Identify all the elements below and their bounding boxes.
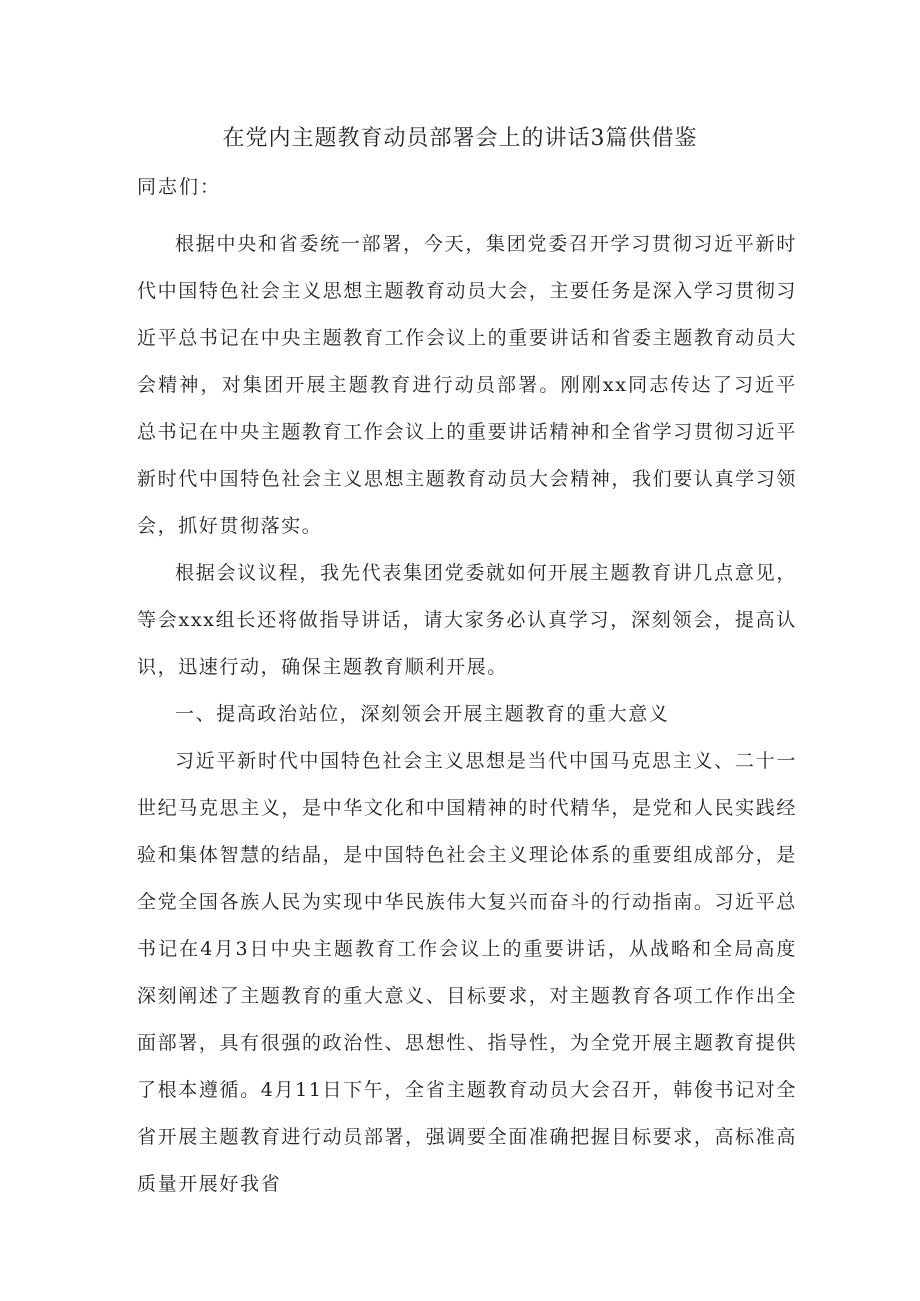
paragraph: 习近平新时代中国特色社会主义思想是当代中国马克思主义、二十一世纪马克思主义，是中华文化和中国精神的时代精华，是党和人民实践经验和集体智慧的结晶，是中国特色社会主义理论体系的重要组成部分，是全党全国各族人民为实现中华民族伟大复兴而奋斗的行动指南。习近平总书记在4月3日中央主题教育工作会议上的重要讲话，从战略和全局高度深刻阐述了主题教育的重大意义、目标要求，对主题教育各项工作作出全面部署，具有很强的政治性、思想性、指导性，为全党开展主题教育提供了根本遵循。4月11日下午，全省主题教育动员大会召开，韩俊书记对全省开展主题教育进行动员部署，强调要全面准确把握目标要求，高标准高质量开展好我省 (137, 750, 797, 1195)
paragraph: 根据会议议程，我先代表集团党委就如何开展主题教育讲几点意见，等会xxx组长还将做指导讲话，请大家务必认真学习，深刻领会，提高认识，迅速行动，确保主题教育顺利开展。 (137, 562, 797, 678)
document-title: 在党内主题教育动员部署会上的讲话3篇供借鉴 (222, 126, 698, 151)
salutation: 同志们： (137, 176, 222, 198)
document-body (137, 221, 797, 1208)
paragraph: 根据中央和省委统一部署，今天，集团党委召开学习贯彻习近平新时代中国特色社会主义思想主题教育动员大会，主要任务是深入学习贯彻习近平总书记在中央主题教育工作会议上的重要讲话和省委主题教育动员大会精神，对集团开展主题教育进行动员部署。刚刚xx同志传达了习近平总书记在中央主题教育工作会议上的重要讲话精神和全省学习贯彻习近平新时代中国特色社会主义思想主题教育动员大会精神，我们要认真学习领会，抓好贯彻落实。 (137, 233, 797, 537)
section-heading: 一、提高政治站位，深刻领会开展主题教育的重大意义 (175, 703, 670, 725)
